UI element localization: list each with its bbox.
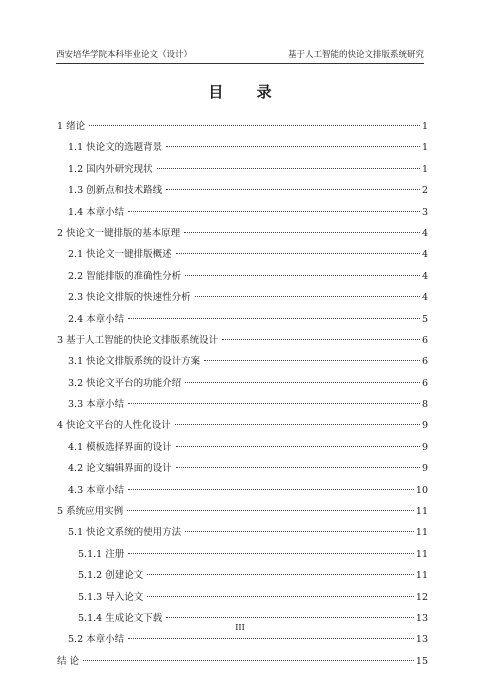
- toc-entry[interactable]: [57, 351, 428, 372]
- toc-leader-dots: [128, 553, 414, 554]
- toc-leader-dots: [83, 660, 414, 661]
- toc-entry[interactable]: [57, 116, 428, 137]
- toc-leader-dots: [127, 510, 414, 511]
- toc-entry-page: 15: [415, 655, 428, 667]
- toc-entry[interactable]: [57, 480, 428, 501]
- toc-leader-dots: [128, 318, 420, 319]
- toc-entry-label: 4.3 本章小结: [68, 484, 125, 496]
- toc-entry-label: 5.1.4 生成论文下载: [78, 612, 163, 624]
- toc-entry-label: 3.1 快论文排版系统的设计方案: [68, 356, 201, 368]
- toc-entry-page: 4: [421, 227, 428, 239]
- header-right-text: 基于人工智能的快论文排版系统研究: [287, 50, 424, 60]
- toc-entry-label: 2.3 快论文排版的快速性分析: [68, 292, 191, 304]
- toc-entry-page: 9: [421, 441, 428, 453]
- toc-entry-label: 5.1.2 创建论文: [78, 570, 144, 582]
- toc-entry[interactable]: [57, 501, 428, 522]
- toc-entry-page: 6: [421, 334, 428, 346]
- header-divider: [56, 63, 424, 64]
- toc-entry-page: 1: [421, 142, 428, 154]
- toc-leader-dots: [222, 339, 420, 340]
- toc-entry[interactable]: [57, 287, 428, 308]
- toc-leader-dots: [166, 617, 414, 618]
- toc-entry-label: 1.4 本章小结: [68, 206, 125, 218]
- toc-entry[interactable]: [57, 330, 428, 351]
- toc-entry[interactable]: [57, 587, 428, 608]
- toc-entry-page: 5: [421, 313, 428, 325]
- table-of-contents: [57, 116, 428, 672]
- toc-entry-label: 4 快论文平台的人性化设计: [57, 420, 171, 432]
- toc-entry[interactable]: [57, 180, 428, 201]
- toc-entry-label: 5.1.1 注册: [78, 548, 125, 560]
- toc-entry[interactable]: [57, 629, 428, 650]
- toc-entry-label: 5.1 快论文系统的使用方法: [68, 527, 182, 539]
- toc-leader-dots: [89, 125, 420, 126]
- toc-entry-label: 1 绪论: [57, 121, 86, 132]
- toc-entry-label: 1.3 创新点和技术路线: [68, 185, 163, 197]
- toc-entry-page: 11: [415, 527, 428, 539]
- toc-entry-page: 11: [415, 570, 428, 582]
- toc-leader-dots: [166, 146, 420, 147]
- toc-entry-page: 9: [421, 463, 428, 475]
- toc-leader-dots: [166, 189, 420, 190]
- toc-entry-page: 10: [415, 484, 428, 496]
- toc-leader-dots: [185, 382, 420, 383]
- toc-entry[interactable]: [57, 223, 428, 244]
- toc-entry[interactable]: [57, 394, 428, 415]
- toc-entry[interactable]: [57, 244, 428, 265]
- toc-entry-label: 1.2 国内外研究现状: [68, 163, 153, 175]
- toc-entry-page: 13: [415, 634, 428, 646]
- toc-entry-label: 1.1 快论文的选题背景: [68, 142, 163, 154]
- toc-entry-page: 11: [415, 548, 428, 560]
- toc-entry-label: 3.3 本章小结: [68, 399, 125, 411]
- toc-entry-label: 结 论: [57, 655, 80, 667]
- toc-entry[interactable]: [57, 373, 428, 394]
- toc-leader-dots: [157, 168, 420, 169]
- toc-leader-dots: [128, 489, 414, 490]
- page-number: III: [235, 623, 245, 632]
- toc-entry-label: 2 快论文一键排版的基本原理: [57, 227, 181, 239]
- toc-entry-label: 4.2 论文编辑界面的设计: [68, 463, 172, 475]
- toc-leader-dots: [176, 253, 420, 254]
- toc-leader-dots: [185, 275, 420, 276]
- toc-entry-page: 4: [421, 292, 428, 304]
- toc-entry[interactable]: [57, 159, 428, 180]
- page-title: 目 录: [208, 83, 286, 101]
- toc-entry-page: 3: [421, 206, 428, 218]
- toc-leader-dots: [147, 574, 414, 575]
- toc-entry-page: 1: [421, 163, 428, 175]
- toc-entry-page: 11: [415, 506, 428, 518]
- toc-entry-page: 8: [421, 399, 428, 411]
- toc-entry[interactable]: [57, 137, 428, 158]
- toc-leader-dots: [128, 403, 420, 404]
- toc-leader-dots: [128, 638, 414, 639]
- toc-entry-page: 2: [421, 185, 428, 197]
- toc-leader-dots: [184, 232, 420, 233]
- toc-entry-page: 1: [421, 121, 428, 132]
- toc-leader-dots: [176, 467, 420, 468]
- toc-entry-page: 4: [421, 270, 428, 282]
- toc-entry-page: 6: [421, 377, 428, 389]
- toc-entry[interactable]: [57, 544, 428, 565]
- toc-entry-label: 5.1.3 导入论文: [78, 591, 144, 603]
- toc-entry-label: 3 基于人工智能的快论文排版系统设计: [57, 334, 219, 346]
- page-header: [56, 48, 424, 62]
- toc-leader-dots: [176, 446, 420, 447]
- toc-entry[interactable]: [57, 266, 428, 287]
- header-left-text: 西安培华学院本科毕业论文（设计）: [56, 50, 193, 60]
- toc-entry-label: 2.2 智能排版的准确性分析: [68, 270, 182, 282]
- toc-entry-label: 5 系统应用实例: [57, 506, 124, 518]
- toc-entry-page: 13: [415, 612, 428, 624]
- toc-entry-page: 9: [421, 420, 428, 432]
- toc-entry[interactable]: [57, 415, 428, 436]
- toc-leader-dots: [204, 360, 420, 361]
- toc-entry-label: 5.2 本章小结: [68, 634, 125, 646]
- toc-entry-page: 6: [421, 356, 428, 368]
- toc-entry-label: 3.2 快论文平台的功能介绍: [68, 377, 182, 389]
- toc-entry[interactable]: [57, 565, 428, 586]
- toc-entry[interactable]: [57, 458, 428, 479]
- toc-entry-page: 4: [421, 249, 428, 261]
- toc-entry-label: 2.1 快论文一键排版概述: [68, 249, 172, 261]
- toc-entry-page: 12: [415, 591, 428, 603]
- toc-leader-dots: [175, 424, 420, 425]
- toc-leader-dots: [128, 211, 420, 212]
- toc-leader-dots: [147, 596, 414, 597]
- toc-entry-label: 4.1 模板选择界面的设计: [68, 441, 172, 453]
- toc-leader-dots: [185, 531, 414, 532]
- toc-entry-label: 2.4 本章小结: [68, 313, 125, 325]
- toc-entry[interactable]: [57, 309, 428, 330]
- toc-entry[interactable]: [57, 522, 428, 543]
- toc-entry[interactable]: [57, 437, 428, 458]
- toc-entry[interactable]: [57, 651, 428, 672]
- toc-entry[interactable]: [57, 202, 428, 223]
- toc-leader-dots: [195, 296, 420, 297]
